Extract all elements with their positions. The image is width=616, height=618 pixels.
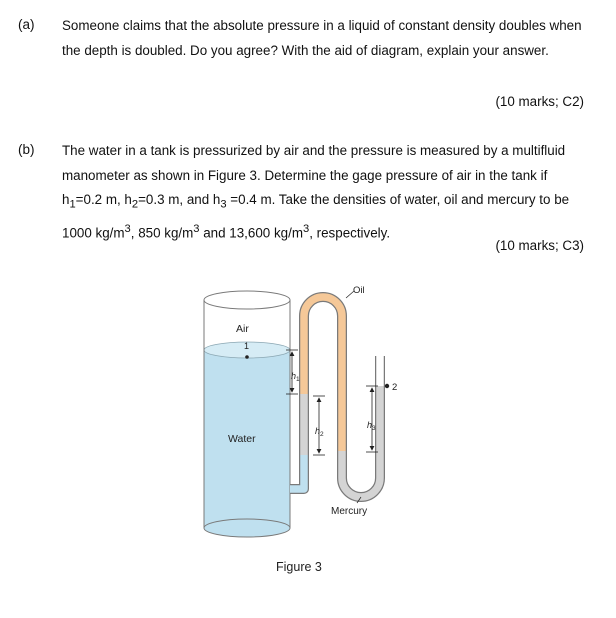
- h2-dimension: [313, 396, 325, 455]
- question-a-marks: (10 marks; C2): [495, 94, 584, 109]
- point-1-label: 1: [244, 341, 250, 351]
- tube-mercury: [342, 386, 380, 497]
- question-b-label: (b): [18, 142, 35, 157]
- manometer-tubes: [290, 297, 380, 497]
- mercury-label: Mercury: [331, 506, 368, 517]
- h1-label: $h_1$: [291, 371, 300, 383]
- point-2-marker: [385, 384, 389, 388]
- air-label: Air: [236, 323, 249, 335]
- water-label: Water: [228, 433, 256, 445]
- tank-bottom: [204, 519, 290, 537]
- oil-label: Oil: [353, 285, 365, 296]
- tank-top: [204, 291, 290, 309]
- point-2-label: 2: [392, 382, 398, 393]
- question-a-label: (a): [18, 17, 35, 32]
- tube-oil: [304, 297, 342, 451]
- question-b-text: The water in a tank is pressurized by air and the pressure is measured by a multifluid manometer as shown in Figure 3. Determine the gage pressure of air in the tank if $h_1=0.2$ m, $h_2=0.3$ m, and $h_3 =0.4$ m. Take the densities of water, oil and mercury to be 1000 $kg/m^3$, 850 $kg/m^3$ and 13,600 $kg/m^3$, respectively.: [62, 143, 570, 241]
- point-1-marker: [245, 355, 249, 359]
- h3-label: $h_3$: [367, 420, 376, 432]
- h2-label: $h_2$: [315, 426, 324, 438]
- question-a-text: Someone claims that the absolute pressure in a liquid of constant density doubles when the depth is doubled. Do you agree? With the aid of diagram, explain your answer.: [62, 18, 582, 58]
- figure-caption: Figure 3: [276, 560, 322, 574]
- question-b-marks: (10 marks; C3): [495, 238, 584, 253]
